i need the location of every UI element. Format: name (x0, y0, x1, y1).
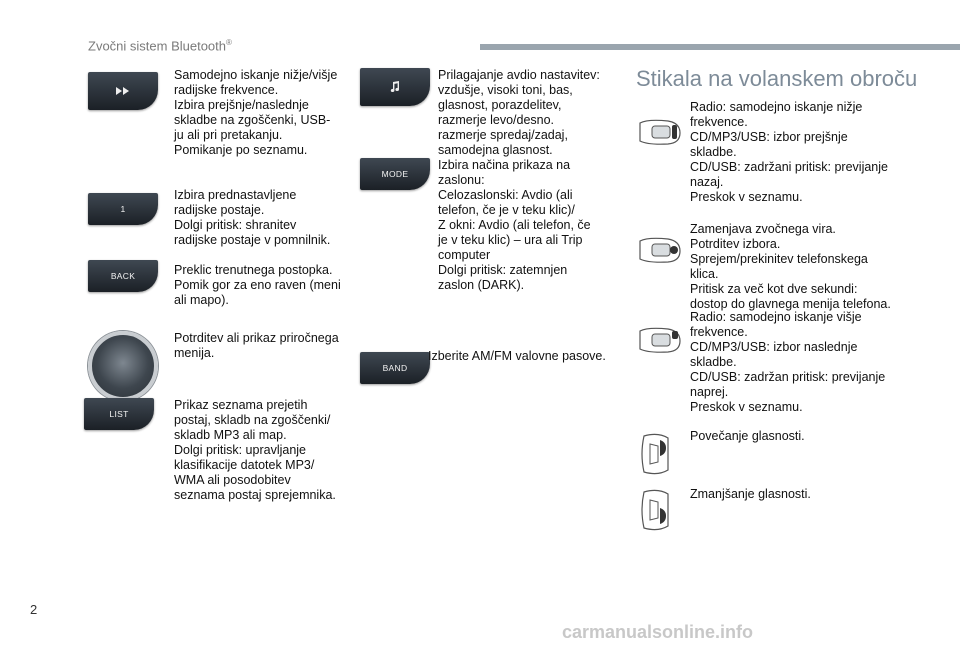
seek-description: Samodejno iskanje nižje/višje radijske frekvence. Izbira prejšnje/naslednje skladbe na zgoščenki, USB- ju ali pri pretakanju. Pomikanje po seznamu. (174, 68, 338, 157)
audio-description: Prilagajanje avdio nastavitev: vzdušje, visoki toni, bas, glasnost, porazdelitev, razmerje levo/desno. razmerje spredaj/zadaj, samodejna glasnost. (438, 68, 600, 157)
volume-up-icon (638, 432, 682, 476)
fast-forward-icon (116, 87, 130, 95)
preset-description: Izbira prednastavljene radijske postaje. Dolgi pritisk: shranitev radijske postaje v pomnilnik. (174, 188, 331, 247)
steering-wheel-next-icon (638, 318, 682, 362)
volume-up-description: Povečanje glasnosti. (690, 429, 805, 443)
volume-down-icon (638, 488, 682, 532)
steering-wheel-prev-icon (638, 110, 682, 154)
mode-button-icon: MODE (360, 158, 430, 190)
mode-description: Izbira načina prikaza na zaslonu: Celozaslonski: Avdio (ali telefon, če je v teku klic)/ Z okni: Avdio (ali telefon, če je v teku klic) – ura ali Trip computer Dolgi pritisk: zatemnjen zaslon (DARK). (438, 158, 591, 292)
wheel-next-description: Radio: samodejno iskanje višje frekvence. CD/MP3/USB: izbor naslednje skladbe. CD/USB: zadržan pritisk: previjanje naprej. Preskok v seznamu. (690, 310, 886, 414)
page-number: 2 (30, 602, 38, 617)
audio-button-icon (360, 68, 430, 106)
header-bar (480, 44, 960, 50)
section-title: Stikala na volanskem obroču (636, 66, 918, 91)
wheel-prev-description: Radio: samodejno iskanje nižje frekvence. CD/MP3/USB: izbor prejšnje skladbe. CD/USB: zadržani pritisk: previjanje nazaj. Preskok v seznamu. (690, 100, 888, 204)
list-button-icon: LIST (84, 398, 154, 430)
registered-mark: ® (226, 38, 232, 47)
back-button-icon: BACK (88, 260, 158, 292)
wheel-source-description: Zamenjava zvočnega vira. Potrditev izbora. Sprejem/prekinitev telefonskega klica. Pritisk za več kot dve sekundi: dostop do glavnega menija telefona. (690, 222, 891, 311)
music-note-icon (390, 81, 400, 93)
steering-wheel-source-icon (638, 228, 682, 272)
band-button-icon: BAND (360, 352, 430, 384)
watermark: carmanualsonline.info (562, 622, 754, 642)
volume-down-description: Zmanjšanje glasnosti. (690, 487, 811, 501)
band-description: Izberite AM/FM valovne pasove. (428, 349, 606, 363)
page-header-title: Zvočni sistem Bluetooth® (88, 38, 232, 54)
list-description: Prikaz seznama prejetih postaj, skladb na zgoščenki/ skladb MP3 ali map. Dolgi pritisk: upravljanje klasifikacije datotek MP3/ WMA ali posodobitev seznama postaj sprejemnika. (174, 398, 336, 502)
rotary-knob-icon (88, 331, 158, 401)
back-description: Preklic trenutnega postopka. Pomik gor za eno raven (meni ali mapo). (174, 263, 341, 307)
knob-description: Potrditev ali prikaz priročnega menija. (174, 331, 339, 360)
seek-button-icon (88, 72, 158, 110)
preset-button-icon: 1 (88, 193, 158, 225)
